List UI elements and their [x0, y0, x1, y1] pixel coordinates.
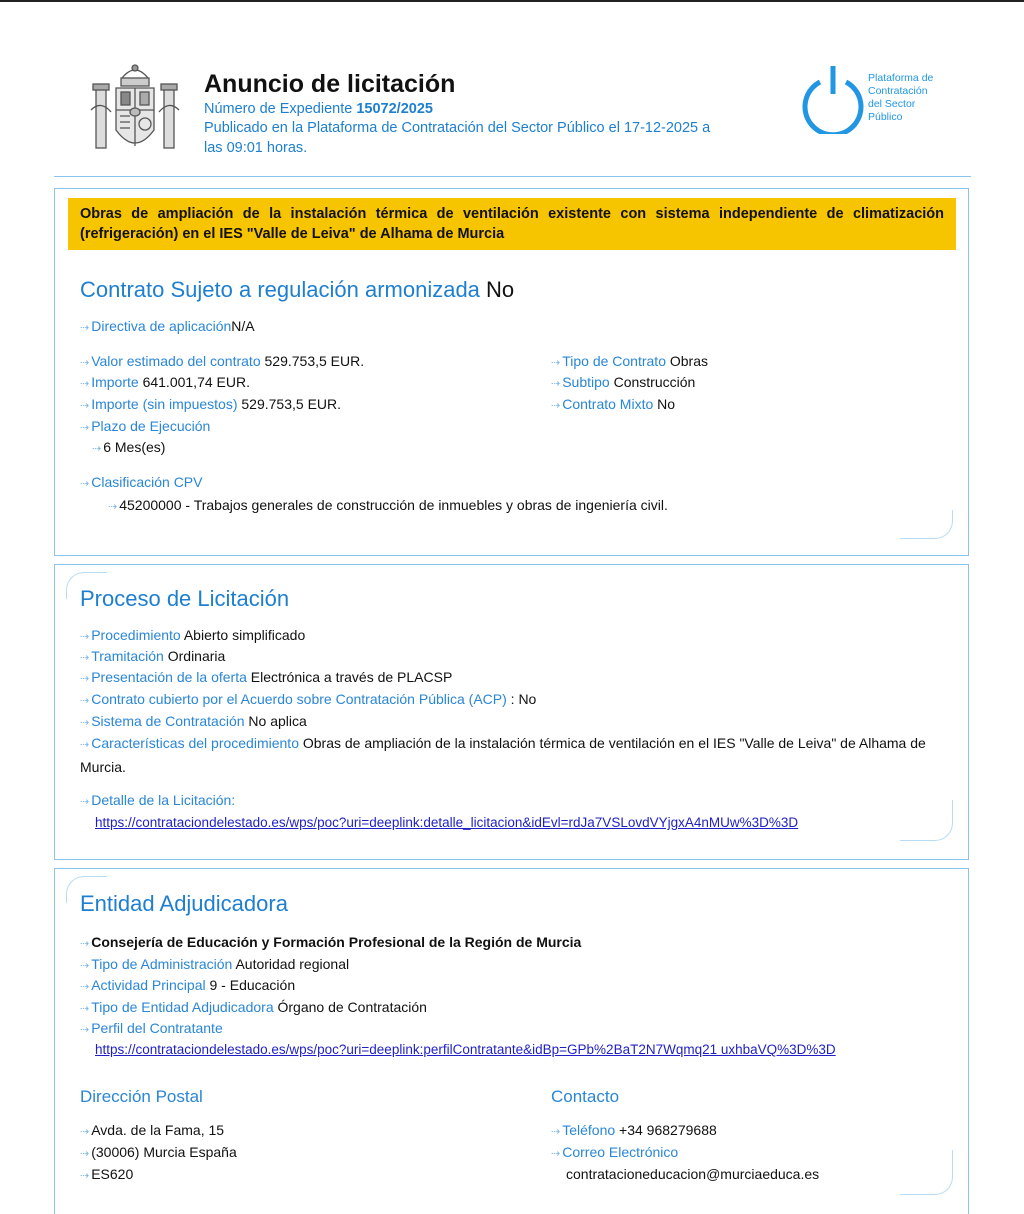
caracteristicas-value: Obras de ampliación de la instalación térmica de ventilación en el IES "Valle de Leiva" de Alhama de Murcia. — [80, 735, 926, 775]
valor-value: 529.753,5 EUR. — [264, 353, 365, 369]
contacto-title: Contacto — [551, 1087, 620, 1106]
arrow-bullet-icon: ⇢ — [80, 1148, 90, 1160]
tramitacion-label: Tramitación — [91, 648, 164, 664]
tipo-admin-row — [80, 956, 349, 972]
plazo-value-row — [92, 439, 165, 455]
decorative-curve — [900, 510, 953, 539]
cpv-row — [80, 474, 202, 490]
cpv-value-row — [108, 497, 668, 513]
procedimiento-label: Procedimiento — [91, 627, 181, 643]
arrow-bullet-icon: ⇢ — [551, 1148, 561, 1160]
published-line-1: Publicado en la Plataforma de Contratación del Sector Público el 17-12-2025 a — [204, 120, 711, 136]
acp-value: : No — [510, 691, 537, 707]
actividad-value: 9 - Educación — [209, 977, 296, 993]
tipo-admin-label: Tipo de Administración — [91, 956, 233, 972]
subtipo-value: Construcción — [613, 374, 696, 390]
direccion-line — [80, 1144, 237, 1160]
arrow-bullet-icon: ⇢ — [80, 378, 90, 390]
arrow-bullet-icon: ⇢ — [80, 422, 90, 434]
arrow-bullet-icon: ⇢ — [80, 478, 90, 490]
arrow-bullet-icon: ⇢ — [551, 1126, 561, 1138]
valor-label: Valor estimado del contrato — [91, 353, 261, 369]
sistema-label: Sistema de Contratación — [91, 713, 245, 729]
direccion-line-text: (30006) Murcia España — [91, 1144, 237, 1160]
detalle-licitacion-link[interactable]: https://contrataciondelestado.es/wps/poc?uri=deeplink:detalle_licitacion&idEvl=rdJa7VSLovdVYjgxA4nMUw%3D%3D — [95, 815, 799, 830]
mixto-label: Contrato Mixto — [562, 396, 654, 412]
directiva-row — [80, 318, 255, 334]
tipo-label: Tipo de Contrato — [562, 353, 666, 369]
entidad-section — [54, 868, 969, 1214]
tramitacion-row — [80, 648, 225, 664]
decorative-curve — [900, 1150, 953, 1195]
arrow-bullet-icon: ⇢ — [80, 1170, 90, 1182]
logo-text-line: Plataforma de — [868, 72, 934, 84]
arrow-bullet-icon: ⇢ — [80, 400, 90, 412]
acp-row — [80, 691, 536, 707]
arrow-bullet-icon: ⇢ — [80, 673, 90, 685]
sistema-value: No aplica — [248, 713, 307, 729]
detalle-row — [80, 792, 235, 808]
cpv-label: Clasificación CPV — [91, 474, 203, 490]
direccion-title: Dirección Postal — [80, 1087, 203, 1106]
subtipo-label: Subtipo — [562, 374, 610, 390]
caracteristicas-row — [80, 732, 950, 778]
importe-sin-label: Importe (sin impuestos) — [91, 396, 238, 412]
tipo-entidad-label: Tipo de Entidad Adjudicadora — [91, 999, 274, 1015]
contrato-title-value: No — [486, 277, 515, 302]
top-border — [0, 0, 1024, 2]
telefono-value: +34 968279688 — [619, 1122, 717, 1138]
subtipo-row — [551, 374, 695, 390]
perfil-row — [80, 1020, 223, 1036]
arrow-bullet-icon: ⇢ — [80, 717, 90, 729]
coat-of-arms-emblem — [88, 60, 182, 160]
presentacion-label: Presentación de la oferta — [91, 669, 247, 685]
arrow-bullet-icon: ⇢ — [80, 1024, 90, 1036]
expediente-line — [204, 101, 433, 117]
tramitacion-value: Ordinaria — [167, 648, 226, 664]
logo-text-line: del Sector — [868, 98, 916, 110]
importe-label: Importe — [91, 374, 139, 390]
presentacion-value: Electrónica a través de PLACSP — [250, 669, 453, 685]
caracteristicas-label: Características del procedimiento — [91, 735, 299, 751]
proceso-section-title: Proceso de Licitación — [80, 586, 290, 611]
tipo-admin-value: Autoridad regional — [235, 956, 350, 972]
page-title: Anuncio de licitación — [204, 70, 456, 98]
arrow-bullet-icon: ⇢ — [80, 938, 90, 950]
direccion-line-text: ES620 — [91, 1166, 134, 1182]
directiva-value: N/A — [231, 318, 255, 334]
platform-logo-text — [868, 72, 958, 124]
telefono-label: Teléfono — [562, 1122, 616, 1138]
header-divider — [54, 176, 971, 177]
logo-text-line: Público — [868, 111, 903, 123]
correo-label: Correo Electrónico — [562, 1144, 679, 1160]
arrow-bullet-icon: ⇢ — [551, 378, 561, 390]
tipo-entidad-value: Órgano de Contratación — [277, 999, 427, 1015]
procedimiento-row — [80, 627, 305, 643]
importe-sin-value: 529.753,5 EUR. — [241, 396, 342, 412]
logo-text-line: Contratación — [868, 85, 928, 97]
perfil-contratante-link[interactable]: https://contrataciondelestado.es/wps/poc?uri=deeplink:perfilContratante&idBp=GPb%2BaT2N7Wqmq21 uxhbaVQ%3D%3D — [95, 1042, 836, 1057]
direccion-line-text: Avda. de la Fama, 15 — [91, 1122, 225, 1138]
importe-value: 641.001,74 EUR. — [142, 374, 250, 390]
arrow-bullet-icon: ⇢ — [108, 501, 118, 513]
contrato-section-title — [80, 277, 514, 303]
valor-row — [80, 353, 364, 369]
presentacion-row — [80, 669, 452, 685]
arrow-bullet-icon: ⇢ — [80, 960, 90, 972]
importe-row — [80, 374, 250, 390]
actividad-row — [80, 977, 295, 993]
arrow-bullet-icon: ⇢ — [80, 1003, 90, 1015]
sistema-row — [80, 713, 307, 729]
procedimiento-value: Abierto simplificado — [183, 627, 306, 643]
importe-sin-row — [80, 396, 341, 412]
decorative-curve — [900, 800, 953, 841]
expediente-label: Número de Expediente — [204, 101, 353, 117]
arrow-bullet-icon: ⇢ — [80, 652, 90, 664]
entidad-name: Consejería de Educación y Formación Profesional de la Región de Murcia — [91, 934, 582, 950]
arrow-bullet-icon: ⇢ — [80, 695, 90, 707]
arrow-bullet-icon: ⇢ — [80, 357, 90, 369]
contrato-title-label: Contrato Sujeto a regulación armonizada — [80, 277, 480, 302]
correo-row — [551, 1144, 678, 1160]
cpv-value: 45200000 - Trabajos generales de construcción de inmuebles y obras de ingeniería civil. — [119, 497, 668, 513]
directiva-label: Directiva de aplicación — [91, 318, 232, 334]
arrow-bullet-icon: ⇢ — [92, 443, 102, 455]
plazo-value: 6 Mes(es) — [103, 439, 166, 455]
tipo-value: Obras — [669, 353, 708, 369]
contract-title-banner: Obras de ampliación de la instalación térmica de ventilación existente con sistema independiente de climatización (refrigeración) en el IES "Valle de Leiva" de Alhama de Murcia — [68, 198, 956, 250]
mixto-row — [551, 396, 675, 412]
entidad-section-title: Entidad Adjudicadora — [80, 891, 288, 916]
correo-value[interactable]: contratacioneducacion@murciaeduca.es — [566, 1166, 820, 1182]
detalle-label: Detalle de la Licitación: — [91, 792, 236, 808]
telefono-row — [551, 1122, 717, 1138]
arrow-bullet-icon: ⇢ — [80, 322, 90, 334]
arrow-bullet-icon: ⇢ — [80, 739, 90, 751]
plazo-label: Plazo de Ejecución — [91, 418, 211, 434]
perfil-label: Perfil del Contratante — [91, 1020, 223, 1036]
arrow-bullet-icon: ⇢ — [80, 1126, 90, 1138]
arrow-bullet-icon: ⇢ — [80, 981, 90, 993]
acp-label: Contrato cubierto por el Acuerdo sobre Contratación Pública (ACP) — [91, 691, 507, 707]
arrow-bullet-icon: ⇢ — [80, 796, 90, 808]
expediente-number: 15072/2025 — [356, 101, 433, 117]
plazo-row — [80, 418, 210, 434]
direccion-line — [80, 1166, 133, 1182]
tipo-row — [551, 353, 708, 369]
direccion-line — [80, 1122, 224, 1138]
arrow-bullet-icon: ⇢ — [80, 631, 90, 643]
arrow-bullet-icon: ⇢ — [551, 400, 561, 412]
mixto-value: No — [657, 396, 676, 412]
actividad-label: Actividad Principal — [91, 977, 206, 993]
arrow-bullet-icon: ⇢ — [551, 357, 561, 369]
entidad-name-row — [80, 934, 581, 950]
published-line-2: las 09:01 horas. — [204, 140, 308, 156]
tipo-entidad-row — [80, 999, 427, 1015]
